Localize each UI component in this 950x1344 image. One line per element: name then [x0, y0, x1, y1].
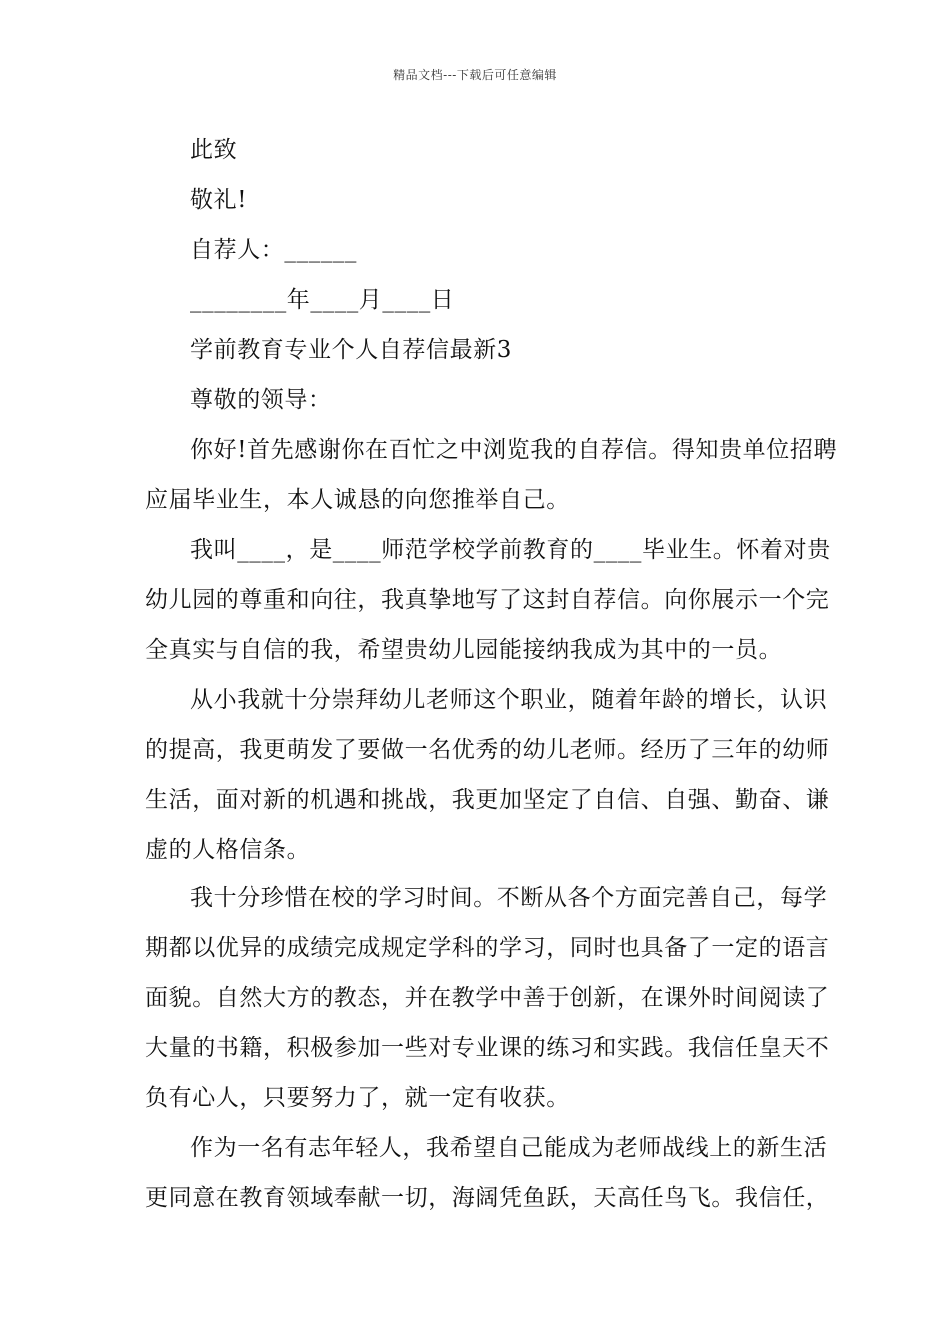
text-line: 我叫____，是____师范学校学前教育的____毕业生。怀着对贵 [190, 537, 831, 563]
text-line: 作为一名有志年轻人，我希望自己能成为老师战线上的新生活 [190, 1135, 828, 1161]
closing-line-2: 敬礼! [190, 187, 248, 213]
text-line: 面貌。自然大方的教态，并在教学中善于创新，在课外时间阅读了 [145, 985, 830, 1011]
salutation: 尊敬的领导： [190, 387, 332, 413]
text-line: 从小我就十分崇拜幼儿老师这个职业，随着年龄的增长，认识 [190, 687, 828, 713]
text-line: 全真实与自信的我，希望贵幼儿园能接纳我成为其中的一员。 [145, 637, 783, 663]
text-line: 更同意在教育领域奉献一切，海阔凭鱼跃，天高任鸟飞。我信任， [145, 1185, 830, 1211]
text-line: 虚的人格信条。 [145, 837, 311, 863]
text-line: 应届毕业生，本人诚恳的向您推举自己。 [145, 487, 570, 513]
date-line: ________年____月____日 [190, 287, 455, 313]
text-line: 生活，面对新的机遇和挑战，我更加坚定了自信、自强、勤奋、谦 [145, 787, 830, 813]
text-line: 负有心人，只要努力了，就一定有收获。 [145, 1085, 570, 1111]
text-line: 的提高，我更萌发了要做一名优秀的幼儿老师。经历了三年的幼师 [145, 737, 830, 763]
text-line: 期都以优异的成绩完成规定学科的学习，同时也具备了一定的语言 [145, 935, 830, 961]
text-line: 你好!首先感谢你在百忙之中浏览我的自荐信。得知贵单位招聘 [190, 437, 838, 463]
text-line: 幼儿园的尊重和向往，我真挚地写了这封自荐信。向你展示一个完 [145, 587, 830, 613]
signer-line: 自荐人：______ [190, 237, 357, 263]
page-header: 精品文档---下载后可任意编辑 [393, 68, 557, 82]
closing-line-1: 此致 [190, 137, 238, 163]
text-line: 我十分珍惜在校的学习时间。不断从各个方面完善自己，每学 [190, 885, 828, 911]
letter-title: 学前教育专业个人自荐信最新3 [190, 337, 513, 363]
text-line: 大量的书籍，积极参加一些对专业课的练习和实践。我信任皇天不 [145, 1035, 830, 1061]
